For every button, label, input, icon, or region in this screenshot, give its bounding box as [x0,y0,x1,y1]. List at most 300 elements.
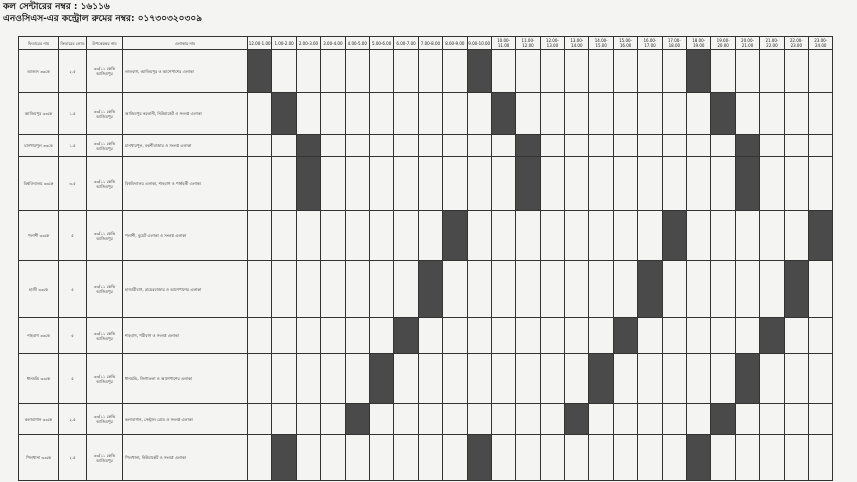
time-slot [418,50,442,93]
time-slot [711,50,735,93]
time-slot [638,318,662,354]
time-slot [784,50,808,93]
time-slot [687,261,711,318]
time-slot-header: 7.00-8.00 [418,37,442,50]
time-slot [589,404,613,435]
time-slot [394,157,418,211]
time-slot-header: 8.00-9.00 [443,37,467,50]
feeder-load: ২.৫ [59,404,87,435]
time-slot-header: 23.00-24.00 [808,37,832,50]
time-slot [418,157,442,211]
table-row [19,135,833,157]
outage-slot [735,354,759,404]
time-slot [760,354,784,404]
time-slot [613,435,637,481]
time-slot [272,354,296,404]
time-slot [735,261,759,318]
feeder-name: কলাবাগান ৩৩কে [19,404,59,435]
time-slot-header: 18.00-19.00 [687,37,711,50]
outage-slot [565,404,589,435]
control-room-number: এনওসিএস-এর কন্ট্রোল রুমের নম্বর: ০১৭৩০৩২০৩০৯ [3,14,203,24]
time-slot [760,261,784,318]
time-slot [248,318,272,354]
time-slot [345,318,369,354]
area-description: চানখারপুল, বকশীবাজার ও সংলগ্ন এলাকা [123,135,248,157]
time-slot [589,211,613,261]
time-slot [369,261,393,318]
time-slot-header: 5.00-6.00 [369,37,393,50]
time-slot [272,211,296,261]
time-slot [467,135,491,157]
time-slot [565,354,589,404]
time-slot [565,261,589,318]
time-slot [735,318,759,354]
area-description: পলাশী, বুয়েট এলাকা ও সংলগ্ন এলাকা [123,211,248,261]
time-slot [662,50,686,93]
time-slot [711,211,735,261]
time-slot [467,211,491,261]
time-slot [296,354,320,404]
table-row [19,157,833,211]
time-slot-header: 12.00-1.00 [248,37,272,50]
time-slot [638,135,662,157]
time-slot [711,318,735,354]
time-slot [248,157,272,211]
time-slot [760,435,784,481]
time-slot [296,435,320,481]
outage-slot [516,157,540,211]
outage-slot [345,404,369,435]
time-slot [369,404,393,435]
time-slot [467,354,491,404]
feeder-load: ৩.৫ [59,157,87,211]
time-slot [613,211,637,261]
time-slot [467,157,491,211]
time-slot [516,93,540,135]
outage-slot [735,135,759,157]
outage-slot [711,93,735,135]
feeder-load: ৫ [59,211,87,261]
time-slot [272,404,296,435]
time-slot [808,157,832,211]
area-description: ধানমন্ডি, জিগাতলা ও আশেপাশের এলাকা [123,354,248,404]
substation-name: ৩৩/১১ কেভি আজিমপুর [87,50,123,93]
time-slot-header: 12.00-13.00 [540,37,564,50]
time-slot [589,50,613,93]
time-slot [735,404,759,435]
time-slot [369,157,393,211]
outage-slot [467,50,491,93]
time-slot [662,157,686,211]
outage-slot [735,157,759,211]
feeder-load: ৫ [59,261,87,318]
time-slot [662,93,686,135]
table-row [19,404,833,435]
time-slot [540,93,564,135]
table-row [19,435,833,481]
outage-slot [418,261,442,318]
substation-name: ৩৩/১১ কেভি আজিমপুর [87,354,123,404]
outage-slot [491,93,515,135]
call-center-number: কল সেন্টারের নম্বর : ১৬১১৬ [3,2,110,12]
time-slot [540,435,564,481]
time-slot [638,50,662,93]
time-slot [638,93,662,135]
time-slot [321,157,345,211]
time-slot [321,135,345,157]
time-slot [565,211,589,261]
time-slot [662,261,686,318]
time-slot [394,211,418,261]
time-slot [394,135,418,157]
time-slot [491,157,515,211]
table-row [19,354,833,404]
time-slot [687,157,711,211]
time-slot [345,435,369,481]
time-slot-header: 19.00-20.00 [711,37,735,50]
time-slot [589,261,613,318]
time-slot-header: 1.00-2.00 [272,37,296,50]
time-slot [735,50,759,93]
load-shedding-schedule-sheet [18,36,857,482]
time-slot [687,404,711,435]
feeder-load: ২.৫ [59,50,87,93]
time-slot [467,93,491,135]
substation-name: ৩৩/১১ কেভি আজিমপুর [87,157,123,211]
time-slot [369,318,393,354]
substation-name: ৩৩/১১ কেভি আজিমপুর [87,93,123,135]
outage-slot [760,318,784,354]
time-slot [248,93,272,135]
time-slot [662,435,686,481]
time-slot [760,50,784,93]
time-slot [443,318,467,354]
time-slot-header: 16.00-17.00 [638,37,662,50]
column-header: ফিডারের লোড [59,37,87,50]
time-slot [687,354,711,404]
time-slot [662,354,686,404]
time-slot [784,435,808,481]
time-slot-header: 2.00-3.00 [296,37,320,50]
time-slot [808,135,832,157]
feeder-load: ১.৫ [59,93,87,135]
time-slot [418,354,442,404]
time-slot [491,50,515,93]
time-slot [296,404,320,435]
time-slot [369,93,393,135]
feeder-name: শাহবাগ ৩৩কে [19,318,59,354]
time-slot [345,261,369,318]
time-slot [711,261,735,318]
time-slot [638,435,662,481]
time-slot [345,93,369,135]
time-slot [565,50,589,93]
area-description: বিশ্ববিদ্যালয় এলাকা, শাহবাগ ও পার্শ্ববর্তী এলাকা [123,157,248,211]
time-slot [418,93,442,135]
time-slot [760,157,784,211]
time-slot [394,93,418,135]
time-slot [662,318,686,354]
outage-slot [711,404,735,435]
feeder-name: আজিমপুর ৩৩কে [19,93,59,135]
time-slot [638,404,662,435]
time-slot [443,261,467,318]
substation-name: ৩৩/১১ কেভি আজিমপুর [87,404,123,435]
time-slot [369,50,393,93]
time-slot [443,50,467,93]
time-slot [467,261,491,318]
substation-name: ৩৩/১১ কেভি আজিমপুর [87,435,123,481]
time-slot [565,135,589,157]
time-slot [248,435,272,481]
outage-slot [272,435,296,481]
time-slot [369,135,393,157]
time-slot [418,435,442,481]
time-slot [321,211,345,261]
outage-slot [516,135,540,157]
area-description: আজিমপুর কলোনী, নিউমার্কেট ও সংলগ্ন এলাকা [123,93,248,135]
time-slot [613,261,637,318]
time-slot [565,435,589,481]
time-slot [613,354,637,404]
area-description: পিলখানা, নিউমার্কেট ও সংলগ্ন এলাকা [123,435,248,481]
feeder-name: চানখারপুল ৩৩কে [19,135,59,157]
time-slot [735,435,759,481]
time-slot-header: 15.00-16.00 [613,37,637,50]
time-slot [565,93,589,135]
time-slot [296,261,320,318]
time-slot [394,404,418,435]
time-slot [491,354,515,404]
time-slot [784,157,808,211]
time-slot [687,93,711,135]
feeder-load: ৫ [59,354,87,404]
time-slot [321,404,345,435]
time-slot [321,261,345,318]
time-slot [248,354,272,404]
time-slot [760,135,784,157]
time-slot-header: 21.00-22.00 [760,37,784,50]
header-row [19,37,833,50]
time-slot [516,404,540,435]
time-slot [613,50,637,93]
time-slot [784,354,808,404]
outage-slot [296,135,320,157]
time-slot [394,435,418,481]
time-slot [443,157,467,211]
time-slot [589,93,613,135]
time-slot [248,261,272,318]
time-slot [808,435,832,481]
time-slot-header: 17.00-18.00 [662,37,686,50]
time-slot [613,93,637,135]
time-slot [540,261,564,318]
time-slot [418,211,442,261]
time-slot [540,135,564,157]
time-slot [369,211,393,261]
time-slot-header: 11.00-12.00 [516,37,540,50]
time-slot [784,135,808,157]
time-slot [540,354,564,404]
time-slot [296,50,320,93]
outage-slot [589,354,613,404]
time-slot [540,318,564,354]
time-slot-header: 13.00-14.00 [565,37,589,50]
time-slot [248,135,272,157]
time-slot [613,157,637,211]
time-slot [808,404,832,435]
time-slot [711,354,735,404]
time-slot [711,157,735,211]
time-slot [565,318,589,354]
time-slot [394,354,418,404]
time-slot [491,435,515,481]
time-slot [540,50,564,93]
outage-slot [248,50,272,93]
area-description: শাহবাগ, পরীবাগ ও সংলগ্ন এলাকা [123,318,248,354]
time-slot [784,318,808,354]
time-slot [272,135,296,157]
time-slot [345,354,369,404]
time-slot [687,318,711,354]
time-slot [808,354,832,404]
outage-slot [369,354,393,404]
feeder-name: পিলখানা ৩৩কে [19,435,59,481]
time-slot [808,50,832,93]
time-slot [418,318,442,354]
column-header: এলাকার নাম [123,37,248,50]
feeder-load: ৫ [59,318,87,354]
substation-name: ৩৩/১১ কেভি আজিমপুর [87,211,123,261]
feeder-name: বিশ্ববিদ্যালয় ৩৩কে [19,157,59,211]
outage-slot [443,211,467,261]
outage-slot [808,211,832,261]
time-slot [808,318,832,354]
time-slot [296,93,320,135]
time-slot [491,404,515,435]
time-slot [321,318,345,354]
time-slot [443,93,467,135]
time-slot [784,404,808,435]
outage-slot [687,50,711,93]
time-slot [491,211,515,261]
substation-name: ৩৩/১১ কেভি আজিমপুর [87,318,123,354]
table-row [19,261,833,318]
time-slot-header: 9.00-10.00 [467,37,491,50]
time-slot [248,211,272,261]
time-slot [638,157,662,211]
time-slot [565,157,589,211]
outage-slot [467,435,491,481]
outage-slot [784,261,808,318]
time-slot [443,404,467,435]
time-slot [296,318,320,354]
time-slot [516,211,540,261]
time-slot-header: 4.00-5.00 [345,37,369,50]
time-slot [760,211,784,261]
time-slot [638,354,662,404]
time-slot [589,135,613,157]
time-slot [760,93,784,135]
time-slot [418,135,442,157]
time-slot [662,135,686,157]
time-slot [345,135,369,157]
column-header: ফিডারের নাম [19,37,59,50]
time-slot [516,435,540,481]
outage-slot [638,261,662,318]
time-slot [613,135,637,157]
time-slot [711,135,735,157]
schedule-table [18,36,833,481]
outage-slot [662,211,686,261]
table-row [19,93,833,135]
time-slot [516,354,540,404]
time-slot [784,93,808,135]
time-slot [345,50,369,93]
outage-slot [296,157,320,211]
time-slot [638,211,662,261]
time-slot-header: 10.00-11.00 [491,37,515,50]
time-slot [394,50,418,93]
substation-name: ৩৩/১১ কেভি আজিমপুর [87,135,123,157]
area-description: লালবাগ, আজিমপুর ও আশেপাশের এলাকা [123,50,248,93]
time-slot [321,354,345,404]
outage-slot [272,93,296,135]
time-slot [467,318,491,354]
time-slot [808,261,832,318]
time-slot [491,261,515,318]
time-slot-header: 6.00-7.00 [394,37,418,50]
column-header: উপকেন্দ্রের নাম [87,37,123,50]
time-slot [272,50,296,93]
time-slot [613,404,637,435]
feeder-load: ১.৫ [59,135,87,157]
time-slot [369,435,393,481]
time-slot [589,157,613,211]
time-slot [589,435,613,481]
time-slot [687,135,711,157]
area-description: কলাবাগান, সেন্ট্রাল রোড ও সংলগ্ন এলাকা [123,404,248,435]
outage-slot [613,318,637,354]
time-slot [443,135,467,157]
time-slot-header: 20.00-21.00 [735,37,759,50]
time-slot [687,211,711,261]
time-slot [760,404,784,435]
time-slot [394,261,418,318]
time-slot [516,318,540,354]
time-slot [516,50,540,93]
feeder-name: আজাদ ৩৩কে [19,50,59,93]
time-slot [296,211,320,261]
time-slot [321,93,345,135]
time-slot [248,404,272,435]
time-slot [345,157,369,211]
table-row [19,211,833,261]
time-slot [589,318,613,354]
area-description: হাজারীবাগ, রায়েরবাজার ও আশেপাশের এলাকা [123,261,248,318]
time-slot [321,50,345,93]
outage-slot [687,435,711,481]
time-slot [467,404,491,435]
time-slot [735,93,759,135]
feeder-name: হাজী ৩৩কে [19,261,59,318]
feeder-name: ধানমন্ডি ৩৩কে [19,354,59,404]
time-slot [540,157,564,211]
time-slot [491,135,515,157]
time-slot [443,354,467,404]
feeder-name: পলাশী ৩৩কে [19,211,59,261]
time-slot [662,404,686,435]
